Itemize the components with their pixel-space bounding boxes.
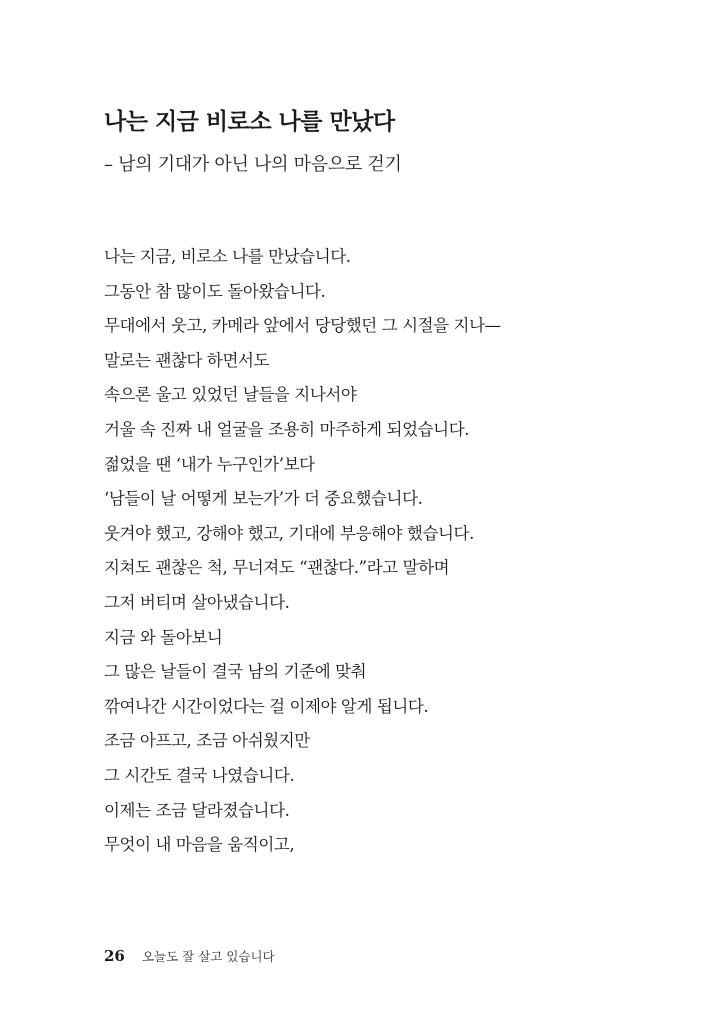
text-line: 나는 지금, 비로소 나를 만났습니다.: [104, 247, 351, 266]
page-number: 26: [104, 947, 125, 965]
text-line: ‘남들이 날 어떻게 보는가’가 더 중요했습니다.: [104, 489, 423, 509]
chapter-title: 나는 지금 비로소 나를 만났다: [104, 109, 395, 135]
text-line: 이제는 조금 달라졌습니다.: [104, 800, 290, 820]
text-line: 거울 속 진짜 내 얼굴을 조용히 마주하게 되었습니다.: [104, 419, 470, 439]
text-line: 웃겨야 했고, 강해야 했고, 기대에 부응해야 했습니다.: [104, 523, 474, 543]
text-line: 젊었을 땐 ‘내가 누구인가’보다: [104, 454, 315, 474]
page-footer: [104, 946, 275, 965]
text-line: 그동안 참 많이도 돌아왔습니다.: [104, 281, 326, 301]
text-line: 그 많은 날들이 결국 남의 기준에 맞춰: [104, 662, 367, 682]
text-line: 조금 아프고, 조금 아쉬웠지만: [104, 731, 310, 751]
text-line: 무엇이 내 마음을 움직이고,: [104, 835, 295, 855]
body-text: [104, 243, 501, 866]
text-line: 지금 와 돌아보니: [104, 627, 223, 647]
text-line: 그 시간도 결국 나였습니다.: [104, 765, 295, 785]
text-line: 속으론 울고 있었던 날들을 지나서야: [104, 385, 357, 405]
chapter-subtitle: – 남의 기대가 아닌 나의 마음으로 걷기: [104, 154, 402, 175]
text-line: 무대에서 웃고, 카메라 앞에서 당당했던 그 시절을 지나—: [104, 316, 501, 336]
running-book-title: 오늘도 잘 살고 있습니다: [141, 949, 275, 964]
text-line: 그저 버티며 살아냈습니다.: [104, 592, 290, 612]
text-line: 깎여나간 시간이었다는 걸 이제야 알게 됩니다.: [104, 696, 429, 716]
text-line: 말로는 괜찮다 하면서도: [104, 350, 270, 370]
text-line: 지쳐도 괜찮은 척, 무너져도 “괜찮다.”라고 말하며: [104, 558, 450, 578]
